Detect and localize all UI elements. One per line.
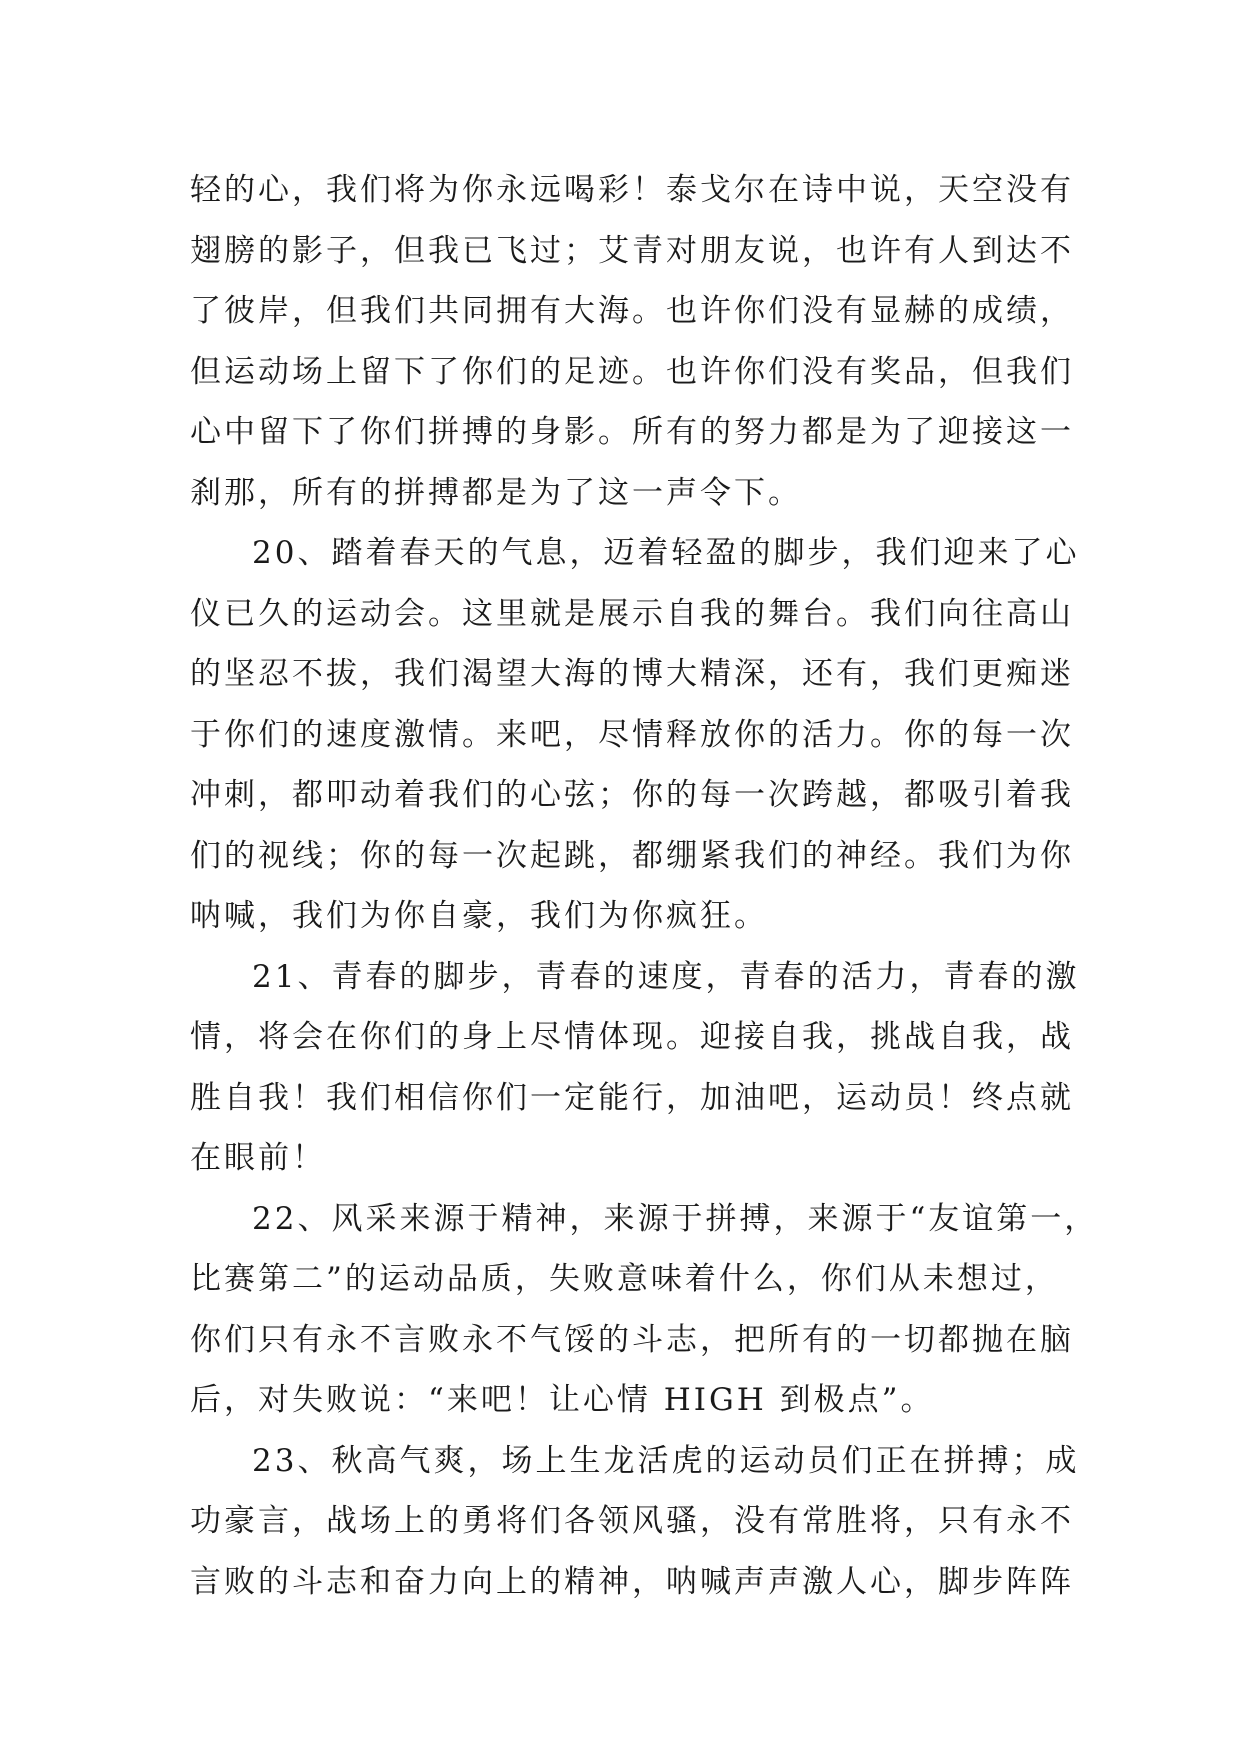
- paragraph-item-23: [190, 1431, 1080, 1613]
- text-line: 23、秋高气爽，场上生龙活虎的运动员们正在拼搏；成: [252, 1442, 1080, 1479]
- text-line: 翅膀的影子，但我已飞过；艾青对朋友说，也许有人到达不: [190, 232, 1074, 269]
- text-line: 比赛第二”的运动品质，失败意味着什么，你们从未想过，: [190, 1261, 1059, 1297]
- text-line: 冲刺，都叩动着我们的心弦；你的每一次跨越，都吸引着我: [190, 777, 1074, 813]
- paragraph-item-20: [190, 523, 1080, 947]
- text-line: 呐喊，我们为你自豪，我们为你疯狂。: [190, 898, 768, 934]
- text-line: 心中留下了你们拼搏的身影。所有的努力都是为了迎接这一: [190, 414, 1074, 450]
- text-line: 21、青春的脚步，青春的速度，青春的活力，青春的激: [252, 958, 1080, 995]
- paragraph-item-21: [190, 947, 1080, 1189]
- text-line: 们的视线；你的每一次起跳，都绷紧我们的神经。我们为你: [190, 837, 1074, 874]
- paragraph-item-22: [190, 1189, 1099, 1431]
- paragraph: [190, 160, 1074, 523]
- text-line: 功豪言，战场上的勇将们各领风骚，没有常胜将，只有永不: [190, 1503, 1074, 1539]
- text-line: 22、风采来源于精神，来源于拼搏，来源于“友谊第一，: [252, 1200, 1099, 1237]
- text-line: 仪已久的运动会。这里就是展示自我的舞台。我们向往高山: [190, 595, 1074, 632]
- text-line: 20、踏着春天的气息，迈着轻盈的脚步，我们迎来了心: [252, 535, 1080, 571]
- text-line: 的坚忍不拔，我们渴望大海的博大精深，还有，我们更痴迷: [190, 656, 1074, 692]
- text-line: 你们只有永不言败永不气馁的斗志，把所有的一切都抛在脑: [190, 1321, 1074, 1358]
- document-page: [190, 160, 1099, 1612]
- text-line: 情，将会在你们的身上尽情体现。迎接自我，挑战自我，战: [190, 1019, 1074, 1055]
- text-line: 于你们的速度激情。来吧，尽情释放你的活力。你的每一次: [190, 716, 1074, 753]
- text-line: 在眼前！: [190, 1140, 326, 1176]
- text-line: 但运动场上留下了你们的足迹。也许你们没有奖品，但我们: [190, 353, 1074, 390]
- text-line: 言败的斗志和奋力向上的精神，呐喊声声激人心，脚步阵阵: [190, 1563, 1074, 1600]
- text-line: 胜自我！我们相信你们一定能行，加油吧，运动员！终点就: [190, 1079, 1074, 1116]
- text-line: 轻的心，我们将为你永远喝彩！泰戈尔在诗中说，天空没有: [190, 172, 1074, 208]
- text-line: 刹那，所有的拼搏都是为了这一声令下。: [190, 474, 802, 511]
- text-line: 了彼岸，但我们共同拥有大海。也许你们没有显赫的成绩，: [190, 293, 1074, 329]
- text-line: 后，对失败说：“来吧！让心情 HIGH 到极点”。: [190, 1382, 935, 1418]
